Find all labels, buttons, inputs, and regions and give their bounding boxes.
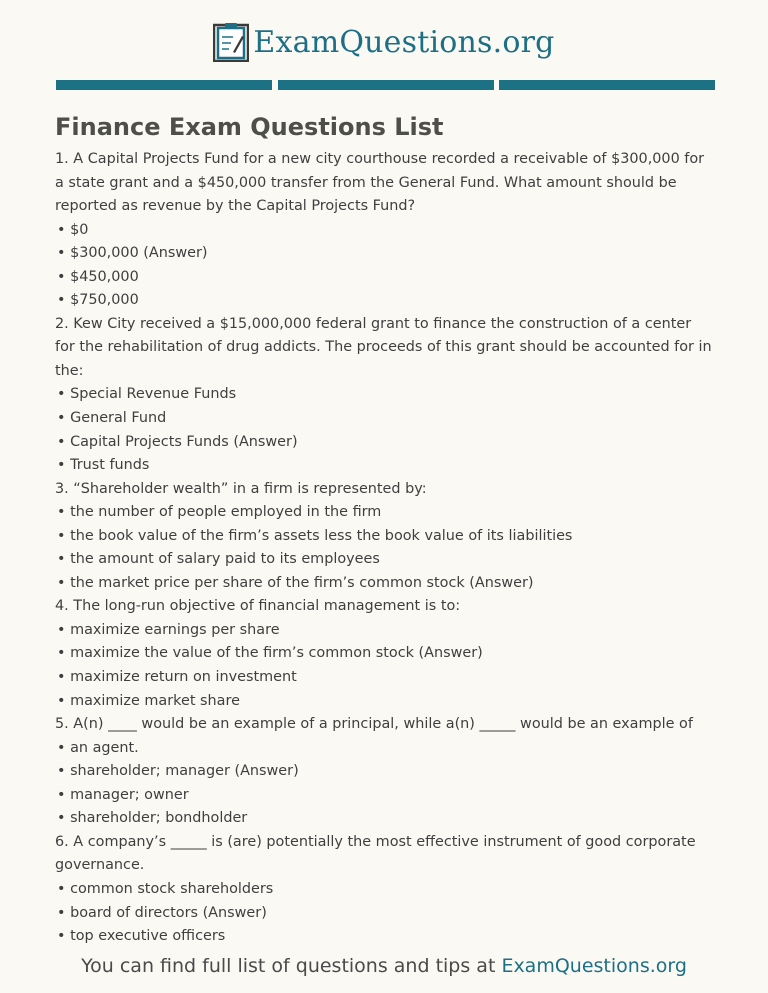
question-text: 1. A Capital Projects Fund for a new city courthouse recorded a receivable of $300,000 for a state grant and a $450,000 transfer from the General Fund. What amount should be reported as revenue by the Capital Projects Fund? (55, 151, 705, 215)
page-title: Finance Exam Questions List (55, 113, 444, 141)
logo-text: ExamQuestions.org (253, 24, 555, 60)
footer-text: You can find full list of questions and tips at (81, 955, 502, 977)
answer-option: • $300,000 (Answer) (57, 245, 208, 262)
question-block (55, 713, 715, 831)
answer-option: • manager; owner (57, 786, 189, 803)
logo[interactable] (213, 22, 554, 62)
answer-option: • Trust funds (57, 457, 150, 474)
answer-option: • maximize earnings per share (57, 621, 280, 638)
divider-bar (56, 80, 272, 90)
answer-option: • maximize the value of the firm’s common stock (Answer) (57, 645, 483, 662)
answer-option: • board of directors (Answer) (57, 904, 267, 921)
answer-option: • common stock shareholders (57, 880, 274, 897)
question-block (55, 831, 715, 949)
answer-option: • maximize return on investment (57, 669, 297, 686)
question-block (55, 148, 715, 313)
question-text: 2. Kew City received a $15,000,000 federal grant to finance the construction of a center for the rehabilitation of drug addicts. The proceeds of this grant should be accounted for in the: (55, 315, 712, 379)
site-header (0, 18, 768, 66)
answer-option: • shareholder; manager (Answer) (57, 763, 299, 780)
footer (0, 955, 768, 977)
document-icon (213, 22, 249, 62)
answer-option: • $450,000 (57, 268, 139, 285)
answer-option: • $0 (57, 221, 89, 238)
answer-option: • the market price per share of the firm’s common stock (Answer) (57, 574, 534, 591)
question-block (55, 595, 715, 713)
answer-option: • shareholder; bondholder (57, 810, 248, 827)
answer-option: • Special Revenue Funds (57, 386, 237, 403)
header-divider (56, 80, 715, 90)
answer-option: • the number of people employed in the firm (57, 504, 382, 521)
answer-option: • the amount of salary paid to its employees (57, 551, 380, 568)
answer-option: • General Fund (57, 410, 167, 427)
answer-option: • top executive officers (57, 928, 226, 945)
divider-bar (278, 80, 494, 90)
footer-link[interactable]: ExamQuestions.org (501, 955, 687, 977)
divider-bar (499, 80, 715, 90)
question-list (55, 148, 715, 949)
answer-option: • maximize market share (57, 692, 240, 709)
question-text: 4. The long-run objective of financial management is to: (55, 598, 461, 615)
question-text: 5. A(n) ____ would be an example of a principal, while a(n) _____ would be an example of (55, 716, 693, 733)
question-text: 3. “Shareholder wealth” in a firm is represented by: (55, 480, 427, 497)
question-block (55, 478, 715, 596)
question-block (55, 313, 715, 478)
answer-option: • an agent. (57, 739, 139, 756)
answer-option: • the book value of the firm’s assets less the book value of its liabilities (57, 527, 573, 544)
question-text: 6. A company’s _____ is (are) potentially the most effective instrument of good corporate governance. (55, 833, 696, 874)
answer-option: • Capital Projects Funds (Answer) (57, 433, 298, 450)
answer-option: • $750,000 (57, 292, 139, 309)
